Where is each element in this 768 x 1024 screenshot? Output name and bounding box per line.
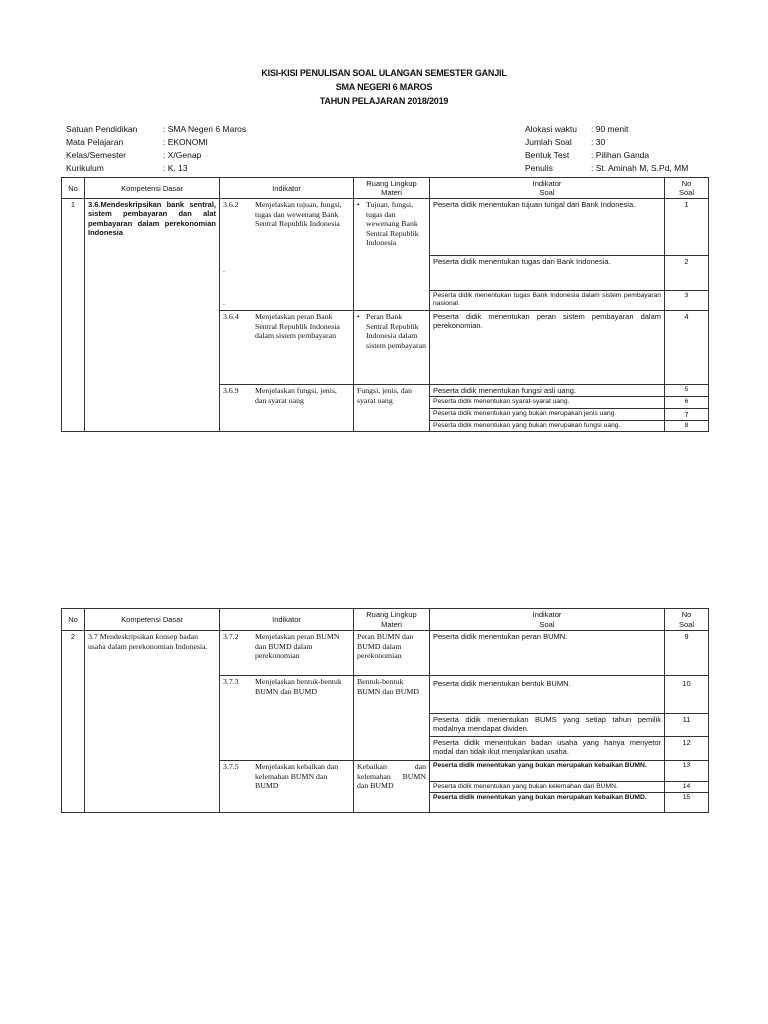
indikator-code: 3.6.9 [223, 386, 239, 396]
meta-label: Kurikulum [66, 163, 104, 173]
meta-label: Alokasi waktu [525, 124, 577, 134]
meta-value: : St. Aminah M, S.Pd, MM [591, 163, 689, 173]
cell-kd: 3.6.Mendeskripsikan bank sentral, sistem pembayaran dan alat pembayaran dalam perekonomian Indonesia [85, 199, 220, 432]
indikator-code: 3.6.2 [223, 200, 239, 210]
cell-soal: Peserta didik menentukan yang bukan kelemahan dari BUMN. [430, 782, 665, 793]
col-header-indsoal [430, 178, 665, 199]
ruang-line2: Materi [381, 188, 402, 198]
col-header-ruang [354, 609, 430, 631]
col-header-ruang [354, 178, 430, 199]
cell-nosoal: 1 [665, 199, 709, 256]
indikator-code: 3.6.4 [223, 312, 239, 322]
cell-nosoal: 13 [665, 761, 709, 782]
meta-row [525, 137, 688, 150]
indikator-item [223, 386, 350, 405]
ruang-line1: Ruang Lingkup [366, 179, 417, 188]
nosoal-line1: No [681, 179, 692, 188]
cell-nosoal: 8 [665, 420, 709, 431]
cell-nosoal: 7 [665, 408, 709, 420]
meta-value: : K. 13 [163, 163, 188, 173]
indikator-item [223, 762, 350, 791]
indikator-text: Menjelaskan tujuan, fungsi, tugas dan wewenang Bank Sentral Republik Indonesia [255, 200, 342, 229]
doc-title-1: KISI-KISI PENULISAN SOAL ULANGAN SEMESTER GANJIL [261, 68, 507, 78]
indsoal-line1: Indikator [532, 610, 562, 620]
cell-soal: Peserta didik menentukan yang bukan merupakan kebaikan BUMD. [430, 793, 665, 813]
meta-label: Mata Pelajaran [66, 137, 124, 147]
cell-ruang [354, 311, 430, 385]
cell-nosoal: 3 [665, 291, 709, 311]
table-header-row [62, 178, 709, 199]
cell-nosoal: 2 [665, 256, 709, 291]
col-header-nosoal [665, 178, 709, 199]
meta-label: Penulis [525, 163, 553, 173]
cell-nosoal: 9 [665, 631, 709, 676]
meta-label: Jumlah Soal [525, 137, 572, 147]
cell-ruang: Peran BUMN dan BUMD dalam perekonomian [354, 631, 430, 676]
meta-value: : X/Genap [163, 150, 202, 160]
indikator-text: Menjelaskan bentuk-bentuk BUMN dan BUMD [255, 677, 342, 696]
meta-label: Bentuk Test [525, 150, 570, 160]
cell-nosoal: 4 [665, 311, 709, 385]
table-row [62, 631, 709, 676]
col-header-kd: Kompetensi Dasar [85, 609, 220, 631]
indikator-item [223, 200, 350, 229]
ruang-line2: Materi [381, 619, 402, 629]
meta-row [525, 124, 688, 137]
col-header-nosoal [665, 609, 709, 631]
nosoal-line2: Soal [678, 188, 694, 198]
indikator-code: 3.7.2 [223, 632, 239, 641]
cell-indikator [220, 385, 354, 432]
col-header-indsoal [430, 609, 665, 631]
bullet-icon: • [357, 312, 360, 322]
cell-ruang: Fungsi, jenis, dan syarat uang [354, 385, 430, 432]
meta-row [525, 163, 688, 176]
meta-row [66, 137, 246, 150]
indsoal-line2: Soal [539, 619, 555, 629]
cell-no: 1 [62, 199, 85, 432]
indikator-text: Menjelaskan peran BUMN dan BUMD dalam perekonomian [255, 632, 340, 660]
meta-row [66, 124, 246, 137]
cell-ruang [354, 199, 430, 311]
cell-indikator [220, 761, 354, 813]
nosoal-line2: Soal [678, 619, 694, 629]
bullet-icon: • [357, 200, 360, 210]
cell-nosoal: 10 [665, 676, 709, 714]
meta-row [525, 150, 688, 163]
meta-value: : Pilihan Ganda [591, 150, 650, 160]
ruang-text: Tujuan, fungsi, tugas dan wewenang Bank Sentral Republik Indonesia [366, 200, 419, 248]
cell-nosoal: 14 [665, 782, 709, 793]
cell-nosoal: 5 [665, 385, 709, 397]
cell-soal: Peserta didik menentukan BUMS yang setiap tahun pemilik modalnya mendapat dividen. [430, 714, 665, 737]
table-header-row [62, 609, 709, 631]
meta-value: : 90 menit [591, 124, 629, 134]
meta-value: : SMA Negeri 6 Maros [163, 124, 247, 134]
kisi-table-2 [61, 608, 709, 813]
indikator-text: Menjelaskan peran Bank Sentral Republik Indonesia dalam sistem pembayaran [255, 312, 340, 341]
indikator-text: Menjelaskan fungsi, jenis, dan syarat uang [255, 386, 337, 405]
cell-ruang: Bentuk-bentuk BUMN dan BUMD [354, 676, 430, 761]
table-row [62, 199, 709, 256]
kisi-table-1 [61, 177, 709, 432]
ruang-line1: Ruang Lingkup [366, 610, 417, 620]
ruang-text: Peran Bank Sentral Republik Indonesia dalam sistem pembayaran [366, 312, 426, 350]
cell-nosoal: 12 [665, 737, 709, 761]
meta-value: : EKONOMI [163, 137, 208, 147]
col-header-no: No [62, 178, 85, 199]
cell-indikator [220, 311, 354, 385]
meta-left [66, 124, 246, 176]
cell-soal: Peserta didik menentukan fungsi asli uang. [430, 385, 665, 397]
cell-soal: Peserta didik menentukan tugas Bank Indonesia dalam sistem pembayaran nasional. [430, 291, 665, 311]
meta-row [66, 150, 246, 163]
doc-title-2: SMA NEGERI 6 MAROS [335, 82, 433, 92]
cell-soal: Peserta didik menentukan yang bukan merupakan fungsi uang. [430, 420, 665, 431]
cell-soal: Peserta didik menentukan syarat-syarat uang. [430, 397, 665, 408]
cell-nosoal: 15 [665, 793, 709, 813]
col-header-indikator: Indikator [220, 609, 354, 631]
cell-soal: Peserta didik menentukan bentuk BUMN. [430, 676, 665, 714]
indsoal-line1: Indikator [532, 179, 562, 188]
indikator-code: 3.7.3 [223, 677, 239, 686]
meta-label: Kelas/Semester [66, 150, 126, 160]
indikator-item [223, 632, 350, 661]
cell-indikator [220, 199, 354, 311]
indikator-text: Menjelaskan kebaikan dan kelemahan BUMN dan BUMD [255, 762, 339, 790]
cell-soal: Peserta didik menentukan peran BUMN. [430, 631, 665, 676]
nosoal-line1: No [681, 610, 692, 620]
meta-label: Satuan Pendidikan [66, 124, 138, 134]
col-header-kd: Kompetensi Dasar [85, 178, 220, 199]
indikator-item [223, 677, 350, 696]
cell-ruang: Kebaikan dan kelemahan BUMN dan BUMD [354, 761, 430, 813]
cell-soal: Peserta didik menentukan tugas dari Bank Indonesia. [430, 256, 665, 291]
cell-kd: 3.7 Mendeskripsikan konsep badan usaha dalam perekonomian Indonesia. [85, 631, 220, 813]
meta-right [525, 124, 688, 176]
meta-row [66, 163, 246, 176]
dot-mark: . [223, 298, 225, 308]
cell-soal: Peserta didik menentukan tujuan tungal dari Bank Indonesia. [430, 199, 665, 256]
doc-title-3: TAHUN PELAJARAN 2018/2019 [319, 96, 449, 106]
cell-nosoal: 11 [665, 714, 709, 737]
ruang-item [357, 312, 426, 350]
cell-nosoal: 6 [665, 397, 709, 408]
cell-soal: Peserta didik menentukan yang bukan merupakan kebaikan BUMN. [430, 761, 665, 782]
indsoal-line2: Soal [539, 188, 555, 198]
cell-no: 2 [62, 631, 85, 813]
col-header-no: No [62, 609, 85, 631]
dot-mark: . [223, 264, 225, 274]
cell-soal: Peserta didik menentukan peran sistem pembayaran dalam perekonomian. [430, 311, 665, 385]
ruang-item [357, 200, 426, 248]
meta-value: : 30 [591, 137, 606, 147]
col-header-indikator: Indikator [220, 178, 354, 199]
cell-soal: Peserta didik menentukan yang bukan merupakan jenis uang. [430, 408, 665, 420]
indikator-item [223, 312, 350, 341]
cell-indikator [220, 631, 354, 676]
cell-indikator [220, 676, 354, 761]
indikator-code: 3.7.5 [223, 762, 239, 771]
cell-soal: Peserta didik menentukan badan usaha yang hanya menyetor modal dan tidak ikut menjalankan usaha. [430, 737, 665, 761]
